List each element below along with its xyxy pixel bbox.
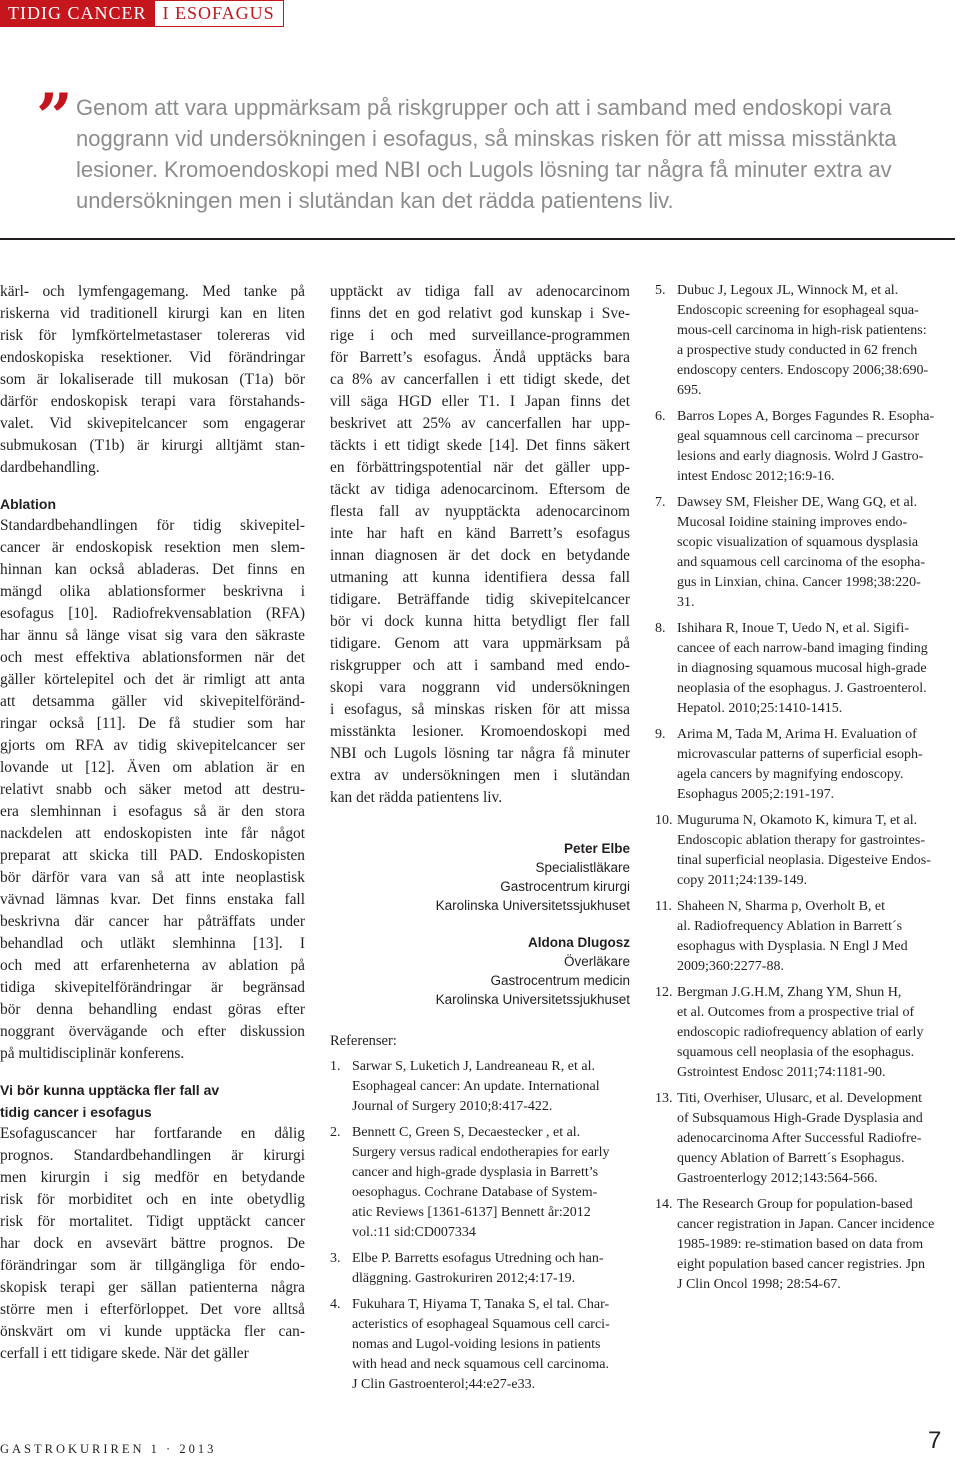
body-text-line: flesta fall av nyupptäckta adenocarcinom [330, 503, 630, 520]
body-text-line: och mest effektiva ablationsformen när det [0, 649, 305, 666]
divider-rule [0, 238, 955, 240]
author-detail: Specialistläkare [535, 860, 630, 875]
body-text-line: bör denna behandling endast göras efter [0, 1001, 305, 1018]
body-text-line: beskrivet att 25% av cancerfallen har upp- [330, 415, 630, 432]
reference-number: 10. [655, 813, 673, 828]
body-text-line: rige i och med surveillance-programmen [330, 327, 630, 344]
reference-line: in diagnosing squamous mucosal high-grade [677, 661, 927, 676]
body-text-line: prognos. Standardbehandlingen är kirurgi [0, 1147, 305, 1164]
reference-item [655, 811, 957, 891]
body-text-line: preparat att skicka till PAD. Endoskopisten [0, 847, 305, 864]
body-text-line: Standardbehandlingen för tidig skivepitel- [0, 517, 305, 534]
references-label: Referenser: [330, 1033, 397, 1049]
pull-quote-text [76, 92, 956, 216]
body-text-line: kan det rädda patientens liv. [330, 789, 503, 806]
body-text-line: på multidisciplinär konferens. [0, 1045, 185, 1062]
reference-line: quency Ablation of Barrett´s Esophagus. [677, 1151, 905, 1166]
spacer [330, 1009, 630, 1031]
author-detail: Gastrocentrum medicin [490, 973, 630, 988]
pull-quote-line: noggrann vid undersökningen i esofagus, så minskas risken för att missa misstänkta [76, 126, 897, 151]
body-text-line: mängd olika ablationsformer beskrivna i [0, 583, 305, 600]
reference-line: 695. [677, 383, 702, 398]
body-text-line: bör därför vara van så att inte neoplastisk [0, 869, 305, 886]
body-text-line: riskerna vid traditionell kirurgi kan en liten [0, 305, 305, 322]
reference-text [677, 493, 957, 613]
reference-line: squamous cell neoplasia of the esophagus. [677, 1045, 915, 1060]
body-text-line: inte har haft en känd Barrett’s esofagus [330, 525, 630, 542]
reference-line: Shaheen N, Sharma p, Overholt B, et [677, 899, 886, 914]
body-text-line: ca 8% av cancerfallen i ett tidigt skede, det [330, 371, 630, 388]
author-detail: Gastrocentrum kirurgi [500, 879, 630, 894]
reference-line: dläggning. Gastrokuriren 2012;4:17-19. [352, 1271, 576, 1286]
body-text-line: och med att erfarenheterna av ablation på [0, 957, 305, 974]
reference-line: Gstrointest Endosc 2011;74:1181-90. [677, 1065, 886, 1080]
reference-line: nomas and Lugol-voiding lesions in patients [352, 1337, 601, 1352]
body-text-line: en förbättringspotential när det gäller upp- [330, 459, 630, 476]
reference-item [655, 281, 957, 401]
body-text-line: vävnad lämnas kvar. Det finns enstaka fall [0, 891, 305, 908]
author-detail: Karolinska Universitetssjukhuset [435, 898, 630, 913]
reference-line: acteristics of esophageal Squamous cell carci- [352, 1317, 610, 1332]
reference-number: 6. [655, 409, 666, 424]
reference-line: Hepatol. 2010;25:1410-1415. [677, 701, 843, 716]
reference-line: and squamous cell carcinoma of the esopha- [677, 555, 926, 570]
reference-item [655, 493, 957, 613]
reference-text [677, 897, 957, 977]
body-text-line: noggrant övervägande och efter diskussion [0, 1023, 305, 1040]
body-text-line: i esofagus, så minskas risken för att missa [330, 701, 630, 718]
column-3-references [655, 281, 957, 1301]
body-text-line: vill säga HGD eller T1. I Japan finns det [330, 393, 630, 410]
reference-number: 7. [655, 495, 666, 510]
reference-line: Bergman J.G.H.M, Zhang YM, Shun H, [677, 985, 902, 1000]
reference-line: lesions and early diagnosis. Wolrd J Gastro- [677, 449, 924, 464]
reference-item [655, 725, 957, 805]
reference-line: cancer registration in Japan. Cancer incidence [677, 1217, 935, 1232]
section-heading-ablation: Ablation [0, 496, 56, 512]
reference-line: gus in Linxian, china. Cancer 1998;38:220- [677, 575, 921, 590]
body-text-line: finns det en god relativt god kunskap i Sve- [330, 305, 630, 322]
body-text-line: era slemhinnan i esofagus så är den stora [0, 803, 305, 820]
reference-text [352, 1295, 630, 1395]
body-text-line: har ännu så länge visat sig vara den säkraste [0, 627, 305, 644]
reference-text [352, 1123, 630, 1243]
author-detail: Överläkare [563, 954, 630, 969]
section-heading-line: Vi bör kunna upptäcka fler fall av [0, 1082, 220, 1098]
reference-line: 1985-1989: re-stimation based on data from [677, 1237, 924, 1252]
body-text-line: bör vi dock kunna hitta betydligt fler fall [330, 613, 630, 630]
body-text-line: risk för mortalitet. Tidigt upptäckt cancer [0, 1213, 305, 1230]
body-text-line: esofagus [10]. Radiofrekvensablation (RFA) [0, 605, 305, 622]
reference-line: Elbe P. Barretts esofagus Utredning och han- [352, 1251, 604, 1266]
reference-line: intest Endosc 2012;16:9-16. [677, 469, 835, 484]
reference-line: Mucosal Ioidine staining improves endo- [677, 515, 908, 530]
reference-line: mous-cell carcinoma in high-risk patientens: [677, 323, 927, 338]
reference-text [677, 281, 957, 401]
footer-page-number: 7 [928, 1427, 942, 1454]
reference-number: 1. [330, 1059, 341, 1074]
body-text-line: relativt snabb och säker metod att destru- [0, 781, 305, 798]
body-text-line: endoskopiska resektioner. Vid förändringar [0, 349, 305, 366]
body-text-line: men kirurgin i sig medför en betydande [0, 1169, 305, 1186]
body-text-line: behandlad och utläkt slemhinna [13]. I [0, 935, 305, 952]
reference-line: Bennett C, Green S, Decaestecker , et al. [352, 1125, 581, 1140]
body-text-line: valet. Vid skivepitelcancer som engagerar [0, 415, 305, 432]
reference-text [677, 1089, 957, 1189]
spacer [0, 479, 305, 493]
body-text-line: NBI och Lugols lösning tar några få minuter [330, 745, 630, 762]
reference-text [352, 1249, 630, 1289]
reference-text [677, 725, 957, 805]
reference-number: 5. [655, 283, 666, 298]
spacer [330, 915, 630, 933]
reference-line: al. Radiofrequency Ablation in Barrett´s [677, 919, 903, 934]
body-text-line: riskgrupper och att i samband med endo- [330, 657, 630, 674]
body-text-line: har dock en avsevärt bättre prognos. De [0, 1235, 305, 1252]
reference-line: Endoscopic ablation therapy for gastrointes- [677, 833, 926, 848]
reference-line: Titi, Overhiser, Ulusarc, et al. Development [677, 1091, 923, 1106]
reference-line: Journal of Surgery 2010;8:417-422. [352, 1099, 553, 1114]
body-text-line: beskrivna där cancer har påträffats under [0, 913, 305, 930]
reference-line: endoscopic radiofrequency ablation of early [677, 1025, 924, 1040]
reference-line: J Clin Gastroenterol;44:e27-e33. [352, 1377, 536, 1392]
reference-text [677, 983, 957, 1083]
reference-item [330, 1057, 630, 1117]
body-text-line: gäller körtelepitel och det är rimligt att anta [0, 671, 305, 688]
reference-item [655, 1195, 957, 1295]
pull-quote-line: Genom att vara uppmärksam på riskgrupper och att i samband med endoskopi vara [76, 95, 892, 120]
author-detail: Karolinska Universitetssjukhuset [435, 992, 630, 1007]
body-text-line: större men i efterförloppet. Det vore alltså [0, 1301, 305, 1318]
reference-item [655, 619, 957, 719]
reference-number: 4. [330, 1297, 341, 1312]
body-text-line: för Barrett’s esofagus. Ändå upptäcks bara [330, 349, 630, 366]
body-text-line: submukosan (T1b) är kirurgi alltjämt stan- [0, 437, 305, 454]
body-text-line: som är lokaliserade till mukosan (T1a) bör [0, 371, 305, 388]
reference-text [352, 1057, 630, 1117]
column-1 [0, 281, 305, 1365]
body-text-line: kärl- och lymfengagemang. Med tanke på [0, 283, 305, 300]
reference-line: Sarwar S, Luketich J, Landreaneau R, et al. [352, 1059, 595, 1074]
reference-line: J Clin Oncol 1998; 28:54-67. [677, 1277, 841, 1292]
reference-line: oesophagus. Cochrane Database of System- [352, 1185, 598, 1200]
pull-quote-line: lesioner. Kromoendoskopi med NBI och Lugols lösning tar några få minuter extra av [76, 157, 892, 182]
body-text-line: därför endoskopisk terapi vara förstahands- [0, 393, 305, 410]
spacer [330, 809, 630, 839]
author-name: Aldona Dlugosz [528, 935, 630, 950]
reference-item [330, 1295, 630, 1395]
body-text-line: cerfall i ett tidigare skede. När det gäller [0, 1345, 249, 1362]
reference-line: Arima M, Tada M, Arima H. Evaluation of [677, 727, 917, 742]
reference-number: 9. [655, 727, 666, 742]
reference-item [655, 983, 957, 1083]
body-text-line: skopi vara noggrann vid undersökningen [330, 679, 630, 696]
author-name: Peter Elbe [563, 841, 630, 856]
body-text-line: Esofaguscancer har fortfarande en dålig [0, 1125, 305, 1142]
reference-number: 2. [330, 1125, 341, 1140]
body-text-line: upptäckt av tidiga fall av adenocarcinom [330, 283, 630, 300]
body-text-line: dardbehandling. [0, 459, 100, 476]
reference-line: Fukuhara T, Hiyama T, Tanaka S, el tal. Char- [352, 1297, 610, 1312]
header-tag-i-esofagus: I ESOFAGUS [155, 0, 284, 27]
reference-item [655, 407, 957, 487]
reference-number: 13. [655, 1091, 673, 1106]
reference-line: tinal superficial neoplasia. Digesteive Endos- [677, 853, 931, 868]
reference-line: vol.:11 sid:CD007334 [352, 1225, 476, 1240]
body-text-line: täckt av tidiga adenocarcinom. Eftersom de [330, 481, 630, 498]
section-heading-line: tidig cancer i esofagus [0, 1104, 152, 1120]
footer-journal: GASTROKURIREN 1 · 2013 [0, 1442, 217, 1456]
reference-line: Esophageal cancer: An update. International [352, 1079, 600, 1094]
reference-line: Barros Lopes A, Borges Fagundes R. Esopha- [677, 409, 935, 424]
body-text-line: utmaning att kunna identifiera dessa fall [330, 569, 630, 586]
spacer [0, 1065, 305, 1079]
body-text-line: önskvärt om vi kunde upptäcka fler can- [0, 1323, 305, 1340]
reference-line: Dubuc J, Legoux JL, Winnock M, et al. [677, 283, 899, 298]
body-text-line: innan diagnosen är det dock en betydande [330, 547, 630, 564]
body-text-line: tidigare. Beträffande tidig skivepitelcancer [330, 591, 630, 608]
reference-text [677, 619, 957, 719]
body-text-line: risk för lymfkörtelmetastaser tolereras vid [0, 327, 305, 344]
body-text-line: gjorts om RFA av tidig skivepitelcancer ser [0, 737, 305, 754]
reference-item [655, 1089, 957, 1189]
reference-line: atic Reviews [1361-6137] Bennett år:2012 [352, 1205, 591, 1220]
reference-item [655, 897, 957, 977]
body-text-line: hinnan kan också abladeras. Det finns en [0, 561, 305, 578]
reference-number: 11. [655, 899, 672, 914]
reference-text [677, 407, 957, 487]
body-text-line: ringar också [11]. De få studier som har [0, 715, 305, 732]
body-text-line: skopisk terapi ger sällan patienterna några [0, 1279, 305, 1296]
reference-line: of Subsquamous High-Grade Dysplasia and [677, 1111, 923, 1126]
reference-number: 8. [655, 621, 666, 636]
quote-mark-icon: ” [36, 80, 73, 155]
reference-text [677, 811, 957, 891]
reference-line: 31. [677, 595, 695, 610]
reference-line: a prospective study conducted in 62 french [677, 343, 918, 358]
pull-quote-line: undersökningen men i slutändan kan det rädda patientens liv. [76, 188, 674, 213]
body-text-line: att detsamma gäller vid skivepitelföränd- [0, 693, 305, 710]
reference-line: The Research Group for population-based [677, 1197, 913, 1212]
reference-item [330, 1123, 630, 1243]
reference-line: agela cancers by magnifying endoscopy. [677, 767, 904, 782]
reference-line: Surgery versus radical endotherapies for early [352, 1145, 610, 1160]
reference-line: 2009;360:2277-88. [677, 959, 784, 974]
reference-number: 12. [655, 985, 673, 1000]
body-text-line: lovande ut [12]. Även om ablation är en [0, 759, 305, 776]
reference-line: microvascular patterns of superficial esoph- [677, 747, 923, 762]
reference-line: esophagus with Dysplasia. N Engl J Med [677, 939, 908, 954]
reference-line: eight population based cancer registries. Jpn [677, 1257, 926, 1272]
reference-number: 3. [330, 1251, 341, 1266]
body-text-line: cancer är endoskopisk resektion men slem- [0, 539, 305, 556]
section-header [0, 0, 284, 27]
body-text-line: risk för morbiditet och en inte obetydlig [0, 1191, 305, 1208]
body-text-line: täckts i ett tidigt skede [14]. Det finns säkert [330, 437, 630, 454]
reference-number: 14. [655, 1197, 673, 1212]
reference-line: Gastroenterlogy 2012;143:564-566. [677, 1171, 878, 1186]
body-text-line: misstänkta lesioner. Kromoendoskopi med [330, 723, 630, 740]
reference-line: et al. Outcomes from a prospective trial of [677, 1005, 915, 1020]
reference-line: with head and neck squamous cell carcinoma. [352, 1357, 609, 1372]
body-text-line: nackdelen att endoskopisten inte får något [0, 825, 305, 842]
reference-line: Dawsey SM, Fleisher DE, Wang GQ, et al. [677, 495, 918, 510]
header-tag-tidig-cancer: TIDIG CANCER [0, 0, 155, 27]
reference-line: adenocarcinoma After Successful Radiofre- [677, 1131, 922, 1146]
reference-line: scopic visualization of squamous dysplasia [677, 535, 919, 550]
reference-text [677, 1195, 957, 1295]
reference-line: geal squamnous cell carcinoma – precursor [677, 429, 920, 444]
reference-line: neoplasia of the esophagus. J. Gastroenterol. [677, 681, 927, 696]
reference-line: endoscopy centers. Endoscopy 2006;38:690- [677, 363, 929, 378]
body-text-line: förändringar som är tillgängliga för endo- [0, 1257, 305, 1274]
reference-line: Ishihara R, Inoue T, Uedo N, et al. Sigifi- [677, 621, 909, 636]
reference-line: copy 2011;24:139-149. [677, 873, 808, 888]
body-text-line: extra av undersökningen men i slutändan [330, 767, 630, 784]
reference-line: Muguruma N, Okamoto K, kimura T, et al. [677, 813, 918, 828]
reference-item [330, 1249, 630, 1289]
body-text-line: tidigare. Genom att vara uppmärksam på [330, 635, 630, 652]
reference-line: cancer and high-grade dysplasia in Barrett’s [352, 1165, 599, 1180]
reference-line: Endoscopic screening for esophageal squa- [677, 303, 919, 318]
body-text-line: tidiga skivepitelförändringar är begränsad [0, 979, 305, 996]
column-2 [330, 281, 630, 1401]
reference-line: cancee of each narrow-band imaging finding [677, 641, 928, 656]
reference-line: Esophagus 2005;2:191-197. [677, 787, 835, 802]
